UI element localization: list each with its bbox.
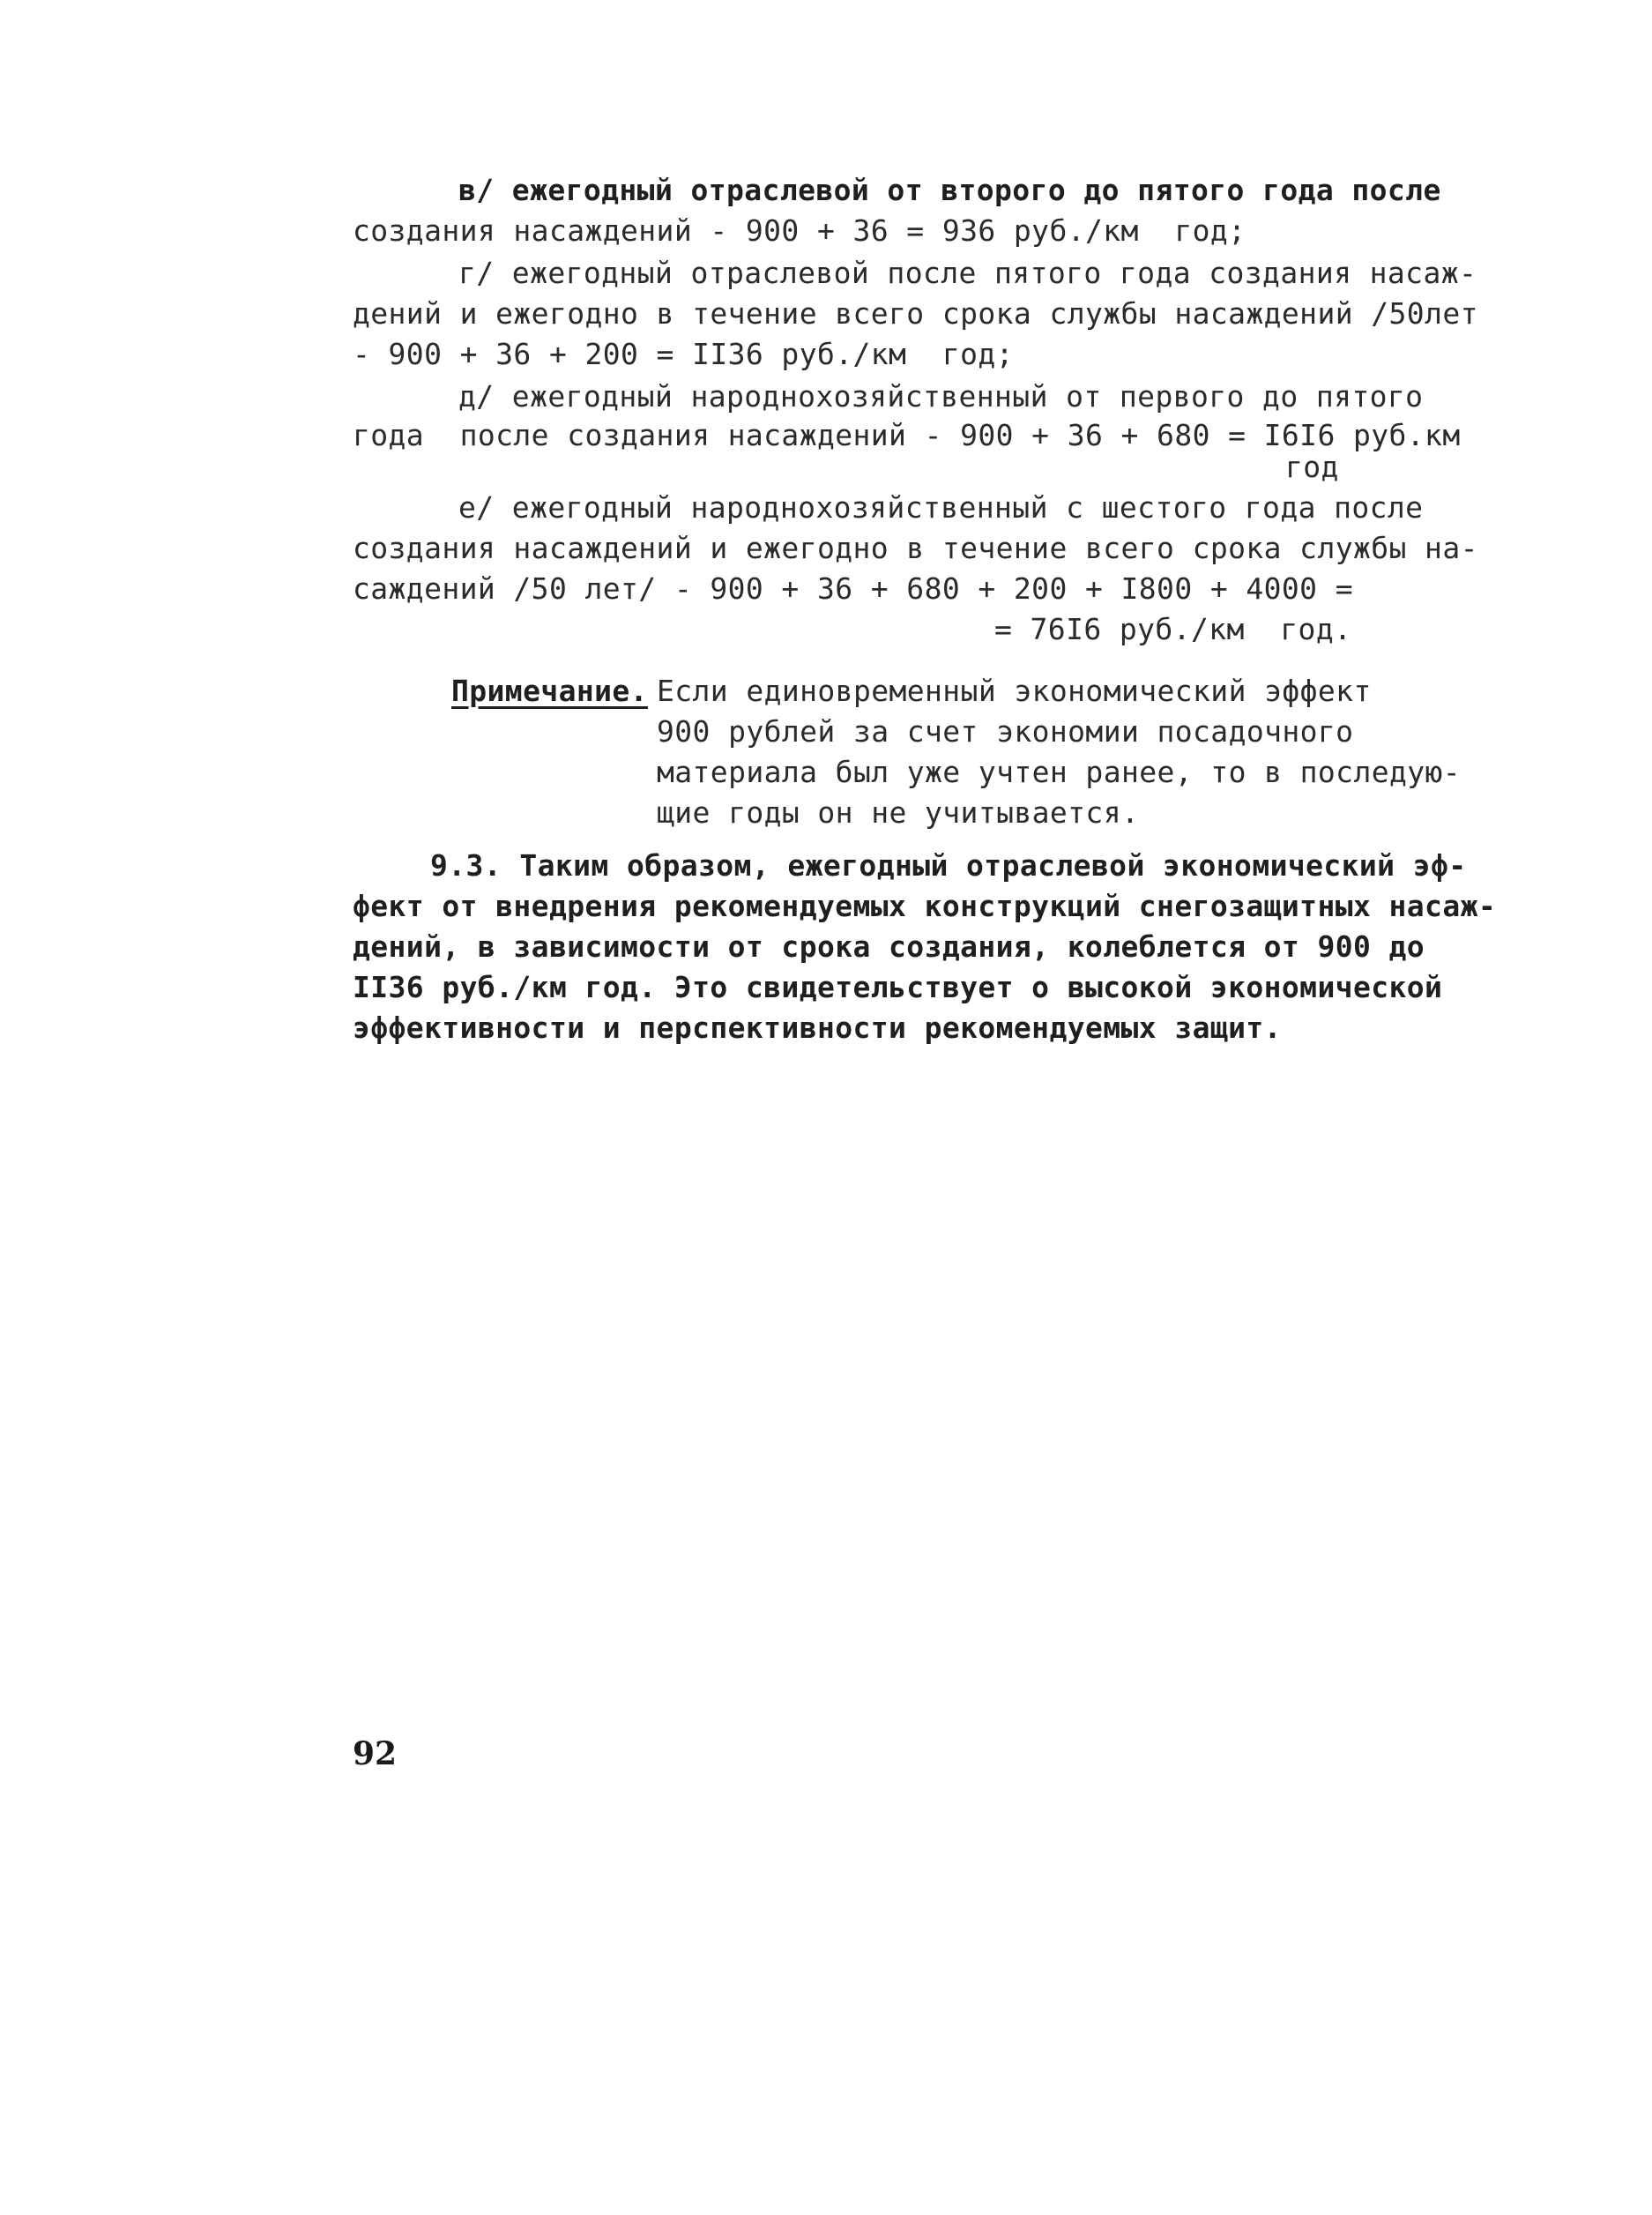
item-g-line-2: дений и ежегодно в течение всего срока службы насаждений /50лет — [353, 296, 1478, 331]
conclusion-line-1: 9.3. Таким образом, ежегодный отраслевой экономический эф- — [430, 848, 1467, 883]
item-d-line-3: год — [1285, 450, 1339, 484]
item-d-line-2: года после создания насаждений - 900 + 36 + 680 = I6I6 руб.км — [353, 418, 1461, 452]
conclusion-line-5: эффективности и перспективности рекомендуемых защит. — [353, 1011, 1282, 1045]
conclusion-line-4: II36 руб./км год. Это свидетельствует о высокой экономической — [353, 970, 1443, 1004]
item-d-line-1: д/ ежегодный народнохозяйственный от первого до пятого — [458, 379, 1424, 414]
note-line-1: Если единовременный экономический эффект — [657, 674, 1372, 708]
note-label: Примечание. — [451, 674, 648, 708]
item-e-line-4: = 76I6 руб./км год. — [994, 612, 1352, 646]
item-e-line-3: саждений /50 лет/ - 900 + 36 + 680 + 200 + I800 + 4000 = — [353, 571, 1353, 606]
conclusion-line-2: фект от внедрения рекомендуемых конструкций снегозащитных насаж- — [353, 889, 1497, 923]
item-g-line-3: - 900 + 36 + 200 = II36 руб./км год; — [353, 337, 1014, 371]
item-g-line-1: г/ ежегодный отраслевой после пятого года создания насаж- — [458, 256, 1477, 290]
item-v-line-1: в/ ежегодный отраслевой от второго до пятого года после — [458, 173, 1441, 207]
item-v-line-2: создания насаждений - 900 + 36 = 936 руб./км год; — [353, 213, 1246, 248]
page-number: 92 — [353, 1735, 398, 1772]
item-e-line-1: е/ ежегодный народнохозяйственный с шестого года после — [458, 490, 1424, 525]
conclusion-line-3: дений, в зависимости от срока создания, колеблется от 900 до — [353, 929, 1425, 964]
note-line-4: щие годы он не учитывается. — [657, 795, 1140, 830]
note-line-3: материала был уже учтен ранее, то в последую- — [657, 755, 1462, 789]
note-line-2: 900 рублей за счет экономии посадочного — [657, 714, 1354, 749]
item-e-line-2: создания насаждений и ежегодно в течение всего срока службы на- — [353, 531, 1478, 565]
